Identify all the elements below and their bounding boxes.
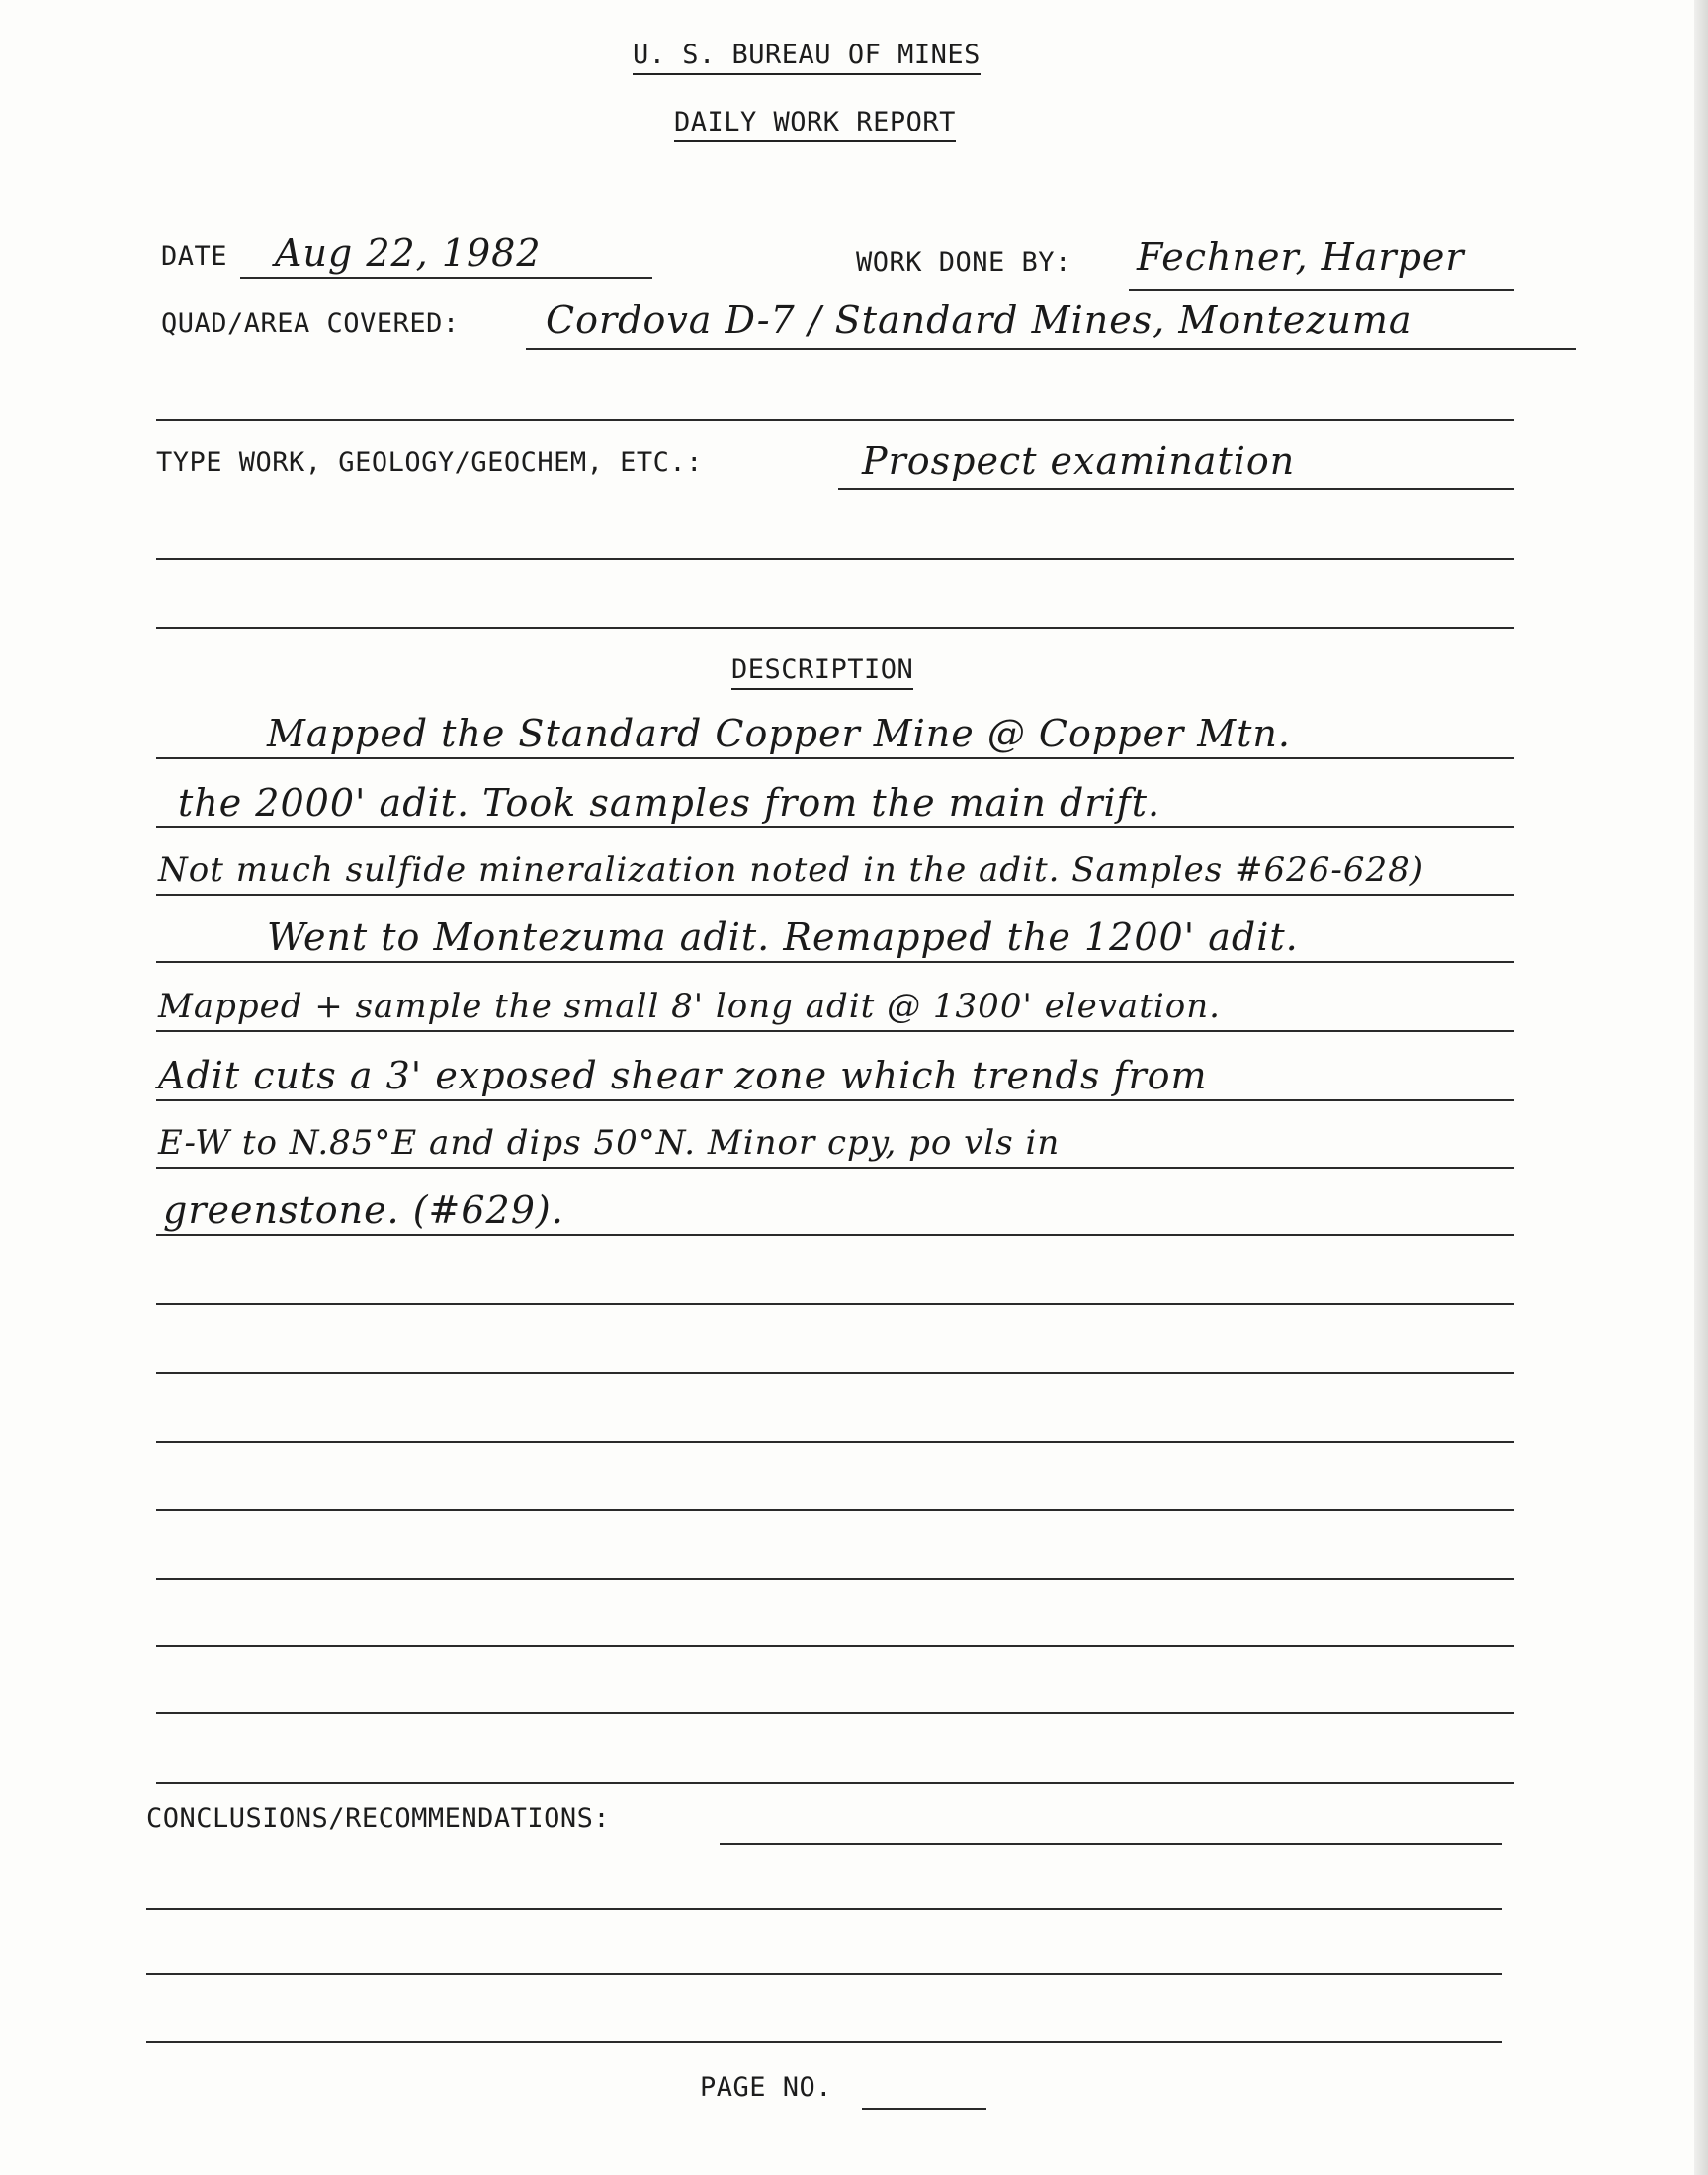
date-value[interactable]: Aug 22, 1982 — [275, 231, 542, 275]
date-underline — [240, 277, 652, 279]
desc-rule-4 — [156, 961, 1514, 963]
desc-line-5[interactable]: Mapped + sample the small 8' long adit @ 1300' elevation. — [158, 987, 1221, 1026]
desc-line-8[interactable]: greenstone. (#629). — [163, 1188, 564, 1232]
report-title: DAILY WORK REPORT — [674, 107, 956, 142]
conclusions-underline-3 — [146, 1973, 1502, 1975]
type-work-underline-2 — [156, 558, 1514, 560]
desc-rule-11 — [156, 1441, 1514, 1443]
quad-area-underline — [526, 348, 1576, 350]
type-work-underline — [838, 488, 1514, 490]
page-no-underline — [862, 2108, 986, 2110]
work-done-by-underline — [1129, 289, 1514, 291]
desc-rule-12 — [156, 1509, 1514, 1511]
desc-line-6[interactable]: Adit cuts a 3' exposed shear zone which trends from — [158, 1054, 1208, 1097]
work-done-by-label: WORK DONE BY: — [856, 247, 1071, 278]
quad-area-underline-2 — [156, 419, 1514, 421]
desc-rule-14 — [156, 1645, 1514, 1647]
desc-line-7[interactable]: E-W to N.85°E and dips 50°N. Minor cpy, po vls in — [158, 1123, 1061, 1163]
description-heading: DESCRIPTION — [731, 654, 913, 690]
desc-rule-15 — [156, 1712, 1514, 1714]
desc-rule-6 — [156, 1099, 1514, 1101]
desc-rule-7 — [156, 1167, 1514, 1169]
type-work-underline-3 — [156, 627, 1514, 629]
page-edge-shadow — [1694, 0, 1708, 2175]
agency-title: U. S. BUREAU OF MINES — [633, 40, 981, 75]
type-work-label: TYPE WORK, GEOLOGY/GEOCHEM, ETC.: — [156, 447, 703, 478]
conclusions-label: CONCLUSIONS/RECOMMENDATIONS: — [146, 1803, 611, 1834]
desc-line-3[interactable]: Not much sulfide mineralization noted in the adit. Samples #626-628) — [158, 850, 1425, 890]
desc-rule-8 — [156, 1234, 1514, 1236]
type-work-value[interactable]: Prospect examination — [862, 439, 1296, 482]
page-no-label: PAGE NO. — [700, 2072, 833, 2103]
desc-rule-2 — [156, 826, 1514, 828]
desc-line-2[interactable]: the 2000' adit. Took samples from the main drift. — [178, 781, 1161, 825]
conclusions-underline-4 — [146, 2041, 1502, 2043]
conclusions-underline-2 — [146, 1908, 1502, 1910]
desc-rule-3 — [156, 894, 1514, 896]
date-label: DATE — [161, 241, 228, 272]
desc-rule-13 — [156, 1578, 1514, 1580]
conclusions-underline-1 — [720, 1843, 1502, 1845]
work-done-by-value[interactable]: Fechner, Harper — [1137, 235, 1465, 279]
desc-rule-16 — [156, 1782, 1514, 1784]
desc-rule-1 — [156, 757, 1514, 759]
desc-rule-9 — [156, 1303, 1514, 1305]
desc-line-4[interactable]: Went to Montezuma adit. Remapped the 1200' adit. — [267, 915, 1299, 959]
desc-rule-5 — [156, 1030, 1514, 1032]
desc-line-1[interactable]: Mapped the Standard Copper Mine @ Copper Mtn. — [267, 712, 1291, 755]
quad-area-label: QUAD/AREA COVERED: — [161, 308, 460, 339]
quad-area-value[interactable]: Cordova D-7 / Standard Mines, Montezuma — [546, 299, 1412, 342]
desc-rule-10 — [156, 1372, 1514, 1374]
